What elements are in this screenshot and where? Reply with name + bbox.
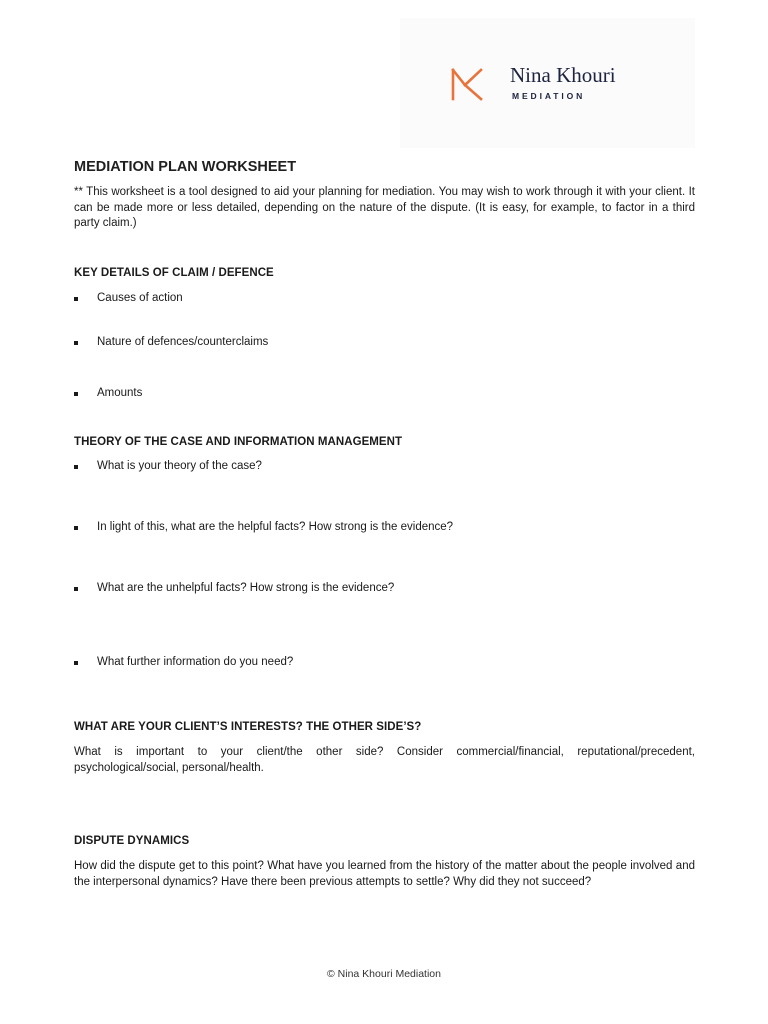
logo-subtitle: MEDIATION (512, 91, 586, 101)
bullet-icon (74, 297, 78, 301)
logo-name: Nina Khouri (510, 63, 616, 87)
k-monogram-icon (450, 68, 486, 102)
bullet-icon (74, 392, 78, 396)
dispute-dynamics-paragraph: How did the dispute get to this point? What have you learned from the history of the matter about the people involved and the interpersonal dynamics? Have there been previous attempts to settle? Why did they not succeed? (74, 860, 695, 888)
interests-paragraph: What is important to your client/the other side? Consider commercial/financial, reputational/precedent, psychological/social, personal/health. (74, 746, 695, 774)
footer-copyright: © Nina Khouri Mediation (327, 968, 441, 980)
interests-heading: WHAT ARE YOUR CLIENT’S INTERESTS? THE OTHER SIDE’S? (74, 721, 422, 733)
bullet-icon (74, 661, 78, 665)
page-title: MEDIATION PLAN WORKSHEET (74, 159, 297, 175)
bullet-icon (74, 465, 78, 469)
bullet-icon (74, 526, 78, 530)
logo (400, 18, 695, 148)
key-details-heading: KEY DETAILS OF CLAIM / DEFENCE (74, 267, 274, 279)
bullet-icon (74, 341, 78, 345)
intro-paragraph: ** This worksheet is a tool designed to aid your planning for mediation. You may wish to work through it with your client. It can be made more or less detailed, depending on the nature of the dispute. (It is easy, for example, to factor in a third party claim.) (74, 186, 695, 229)
dispute-dynamics-heading: DISPUTE DYNAMICS (74, 835, 190, 847)
theory-heading: THEORY OF THE CASE AND INFORMATION MANAGEMENT (74, 436, 403, 448)
bullet-icon (74, 587, 78, 591)
